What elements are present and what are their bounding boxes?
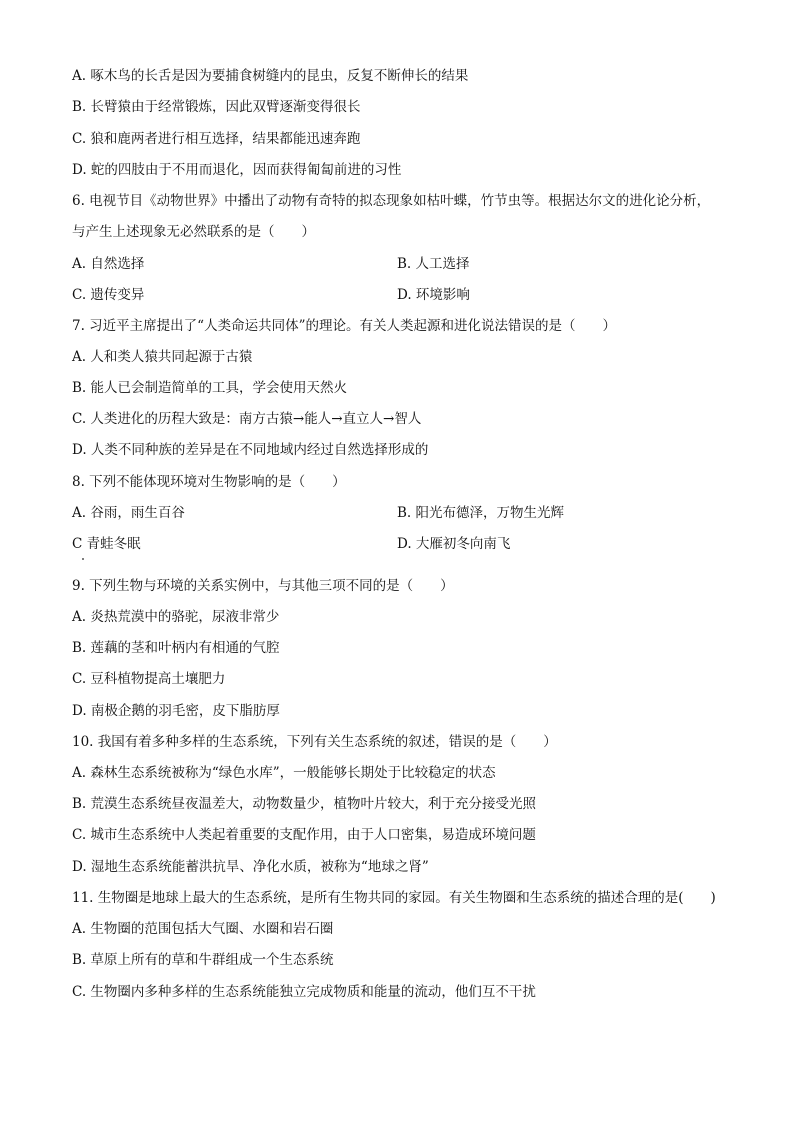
q8-stem: 8. 下列不能体现环境对生物影响的是（ ） [72,474,346,490]
q11-stem: 11. 生物圈是地球上最大的生态系统，是所有生物共同的家园。有关生物圈和生态系统的描述合理的是( ) [72,890,716,906]
q5-option-c: C. 狼和鹿两者进行相互选择，结果都能迅速奔跑 [72,131,361,147]
q6-option-c: C. 遗传变异 [72,287,145,303]
q9-option-b: B. 莲藕的茎和叶柄内有相通的气腔 [72,640,280,656]
q9-option-a: A. 炎热荒漠中的骆驼，尿液非常少 [72,609,280,625]
q8-option-d: D. 大雁初冬向南飞 [397,536,511,552]
q7-option-c: C. 人类进化的历程大致是：南方古猿→能人→直立人→智人 [72,411,422,427]
q5-option-d: D. 蛇的四肢由于不用而退化，因而获得匍匐前进的习性 [72,162,402,178]
q6-option-d: D. 环境影响 [397,287,470,303]
q11-option-a: A. 生物圈的范围包括大气圈、水圈和岩石圈 [72,921,334,937]
q8-option-b: B. 阳光布德泽，万物生光辉 [397,505,565,521]
q7-option-b: B. 能人已会制造简单的工具，学会使用天然火 [72,380,348,396]
q6-stem-line2: 与产生上述现象无必然联系的是（ ） [72,224,315,240]
q10-stem: 10. 我国有着多种多样的生态系统，下列有关生态系统的叙述，错误的是（ ） [72,734,557,750]
q7-option-d: D. 人类不同种族的差异是在不同地域内经过自然选择形成的 [72,442,429,458]
q10-option-a: A. 森林生态系统被称为“绿色水库”，一般能够长期处于比较稳定的状态 [72,765,496,781]
q10-option-b: B. 荒漠生态系统昼夜温差大，动物数量少，植物叶片较大，利于充分接受光照 [72,796,537,812]
scan-dot [82,558,84,560]
q6-option-b: B. 人工选择 [397,256,470,272]
q9-option-d: D. 南极企鹅的羽毛密，皮下脂肪厚 [72,703,280,719]
q10-option-c: C. 城市生态系统中人类起着重要的支配作用，由于人口密集，易造成环境问题 [72,827,536,843]
q6-option-a: A. 自然选择 [72,256,145,272]
q11-option-c: C. 生物圈内多种多样的生态系统能独立完成物质和能量的流动，他们互不干扰 [72,984,536,1000]
q11-option-b: B. 草原上所有的草和牛群组成一个生态系统 [72,952,334,968]
q10-option-d: D. 湿地生态系统能蓄洪抗旱、净化水质，被称为“地球之肾” [72,859,429,875]
q9-stem: 9. 下列生物与环境的关系实例中，与其他三项不同的是（ ） [72,578,454,594]
q5-option-a: A. 啄木鸟的长舌是因为要捕食树缝内的昆虫，反复不断伸长的结果 [72,68,469,84]
q8-option-c: C 青蛙冬眠 [72,536,141,552]
q7-stem: 7. 习近平主席提出了“人类命运共同体”的理论。有关人类起源和进化说法错误的是（ ） [72,318,616,334]
q5-option-b: B. 长臂猿由于经常锻炼，因此双臂逐渐变得很长 [72,99,361,115]
q7-option-a: A. 人和类人猿共同起源于古猿 [72,349,253,365]
q6-stem-line1: 6. 电视节目《动物世界》中播出了动物有奇特的拟态现象如枯叶蝶，竹节虫等。根据达尔文的进化论分析， [72,193,711,209]
q9-option-c: C. 豆科植物提高土壤肥力 [72,671,226,687]
q8-option-a: A. 谷雨，雨生百谷 [72,505,185,521]
